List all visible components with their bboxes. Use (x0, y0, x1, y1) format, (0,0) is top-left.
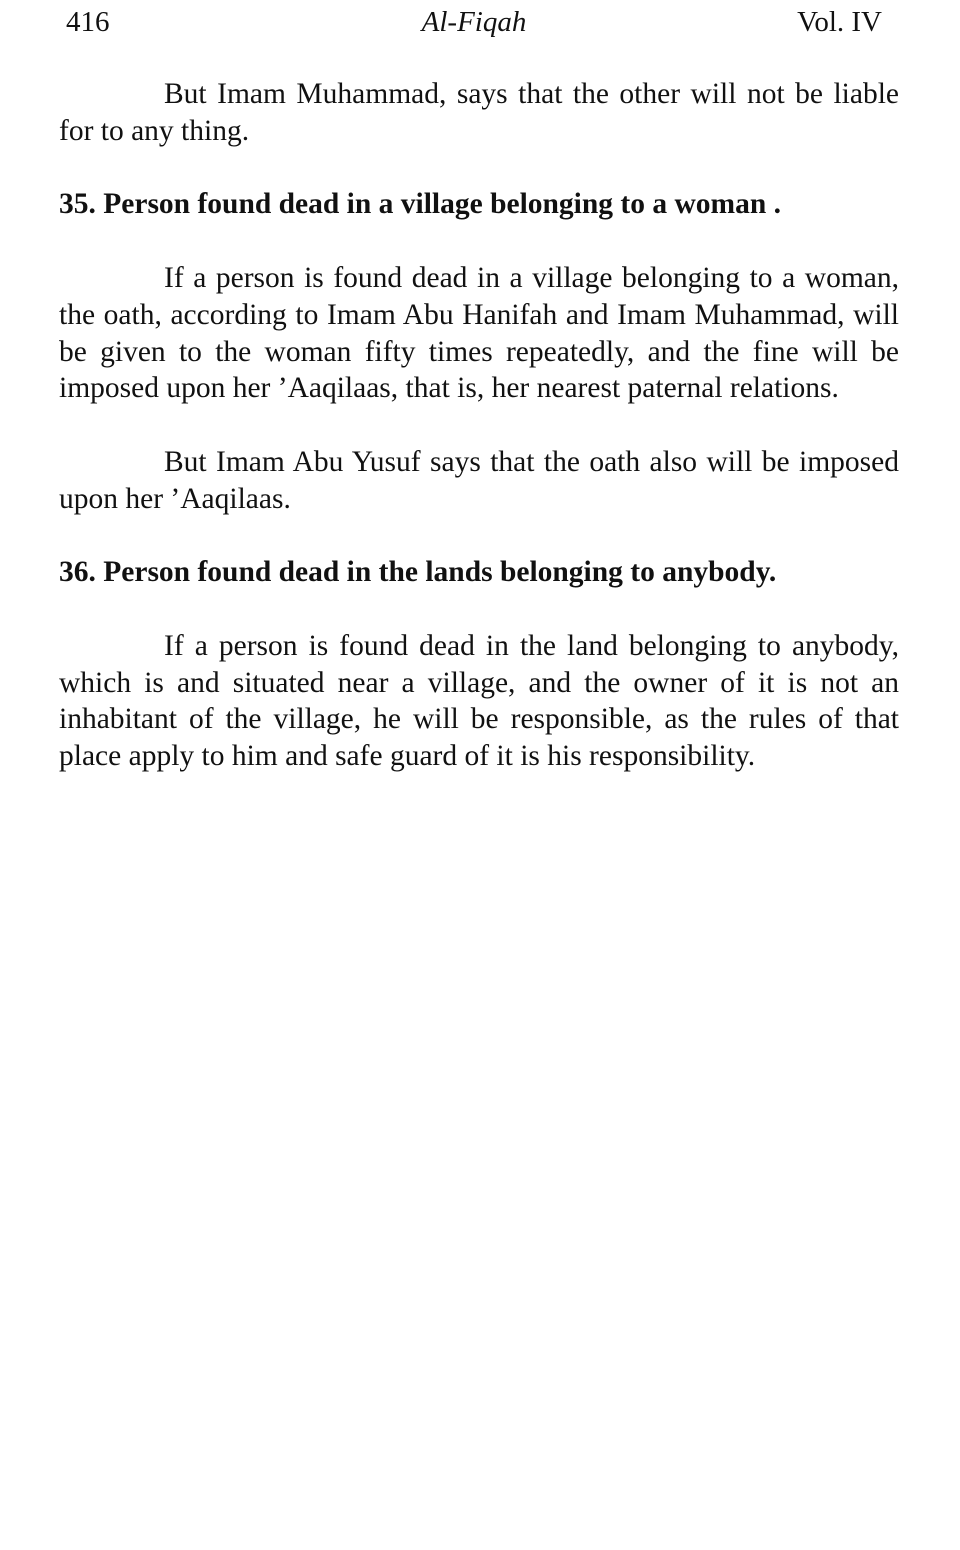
spacer (59, 149, 899, 186)
running-title: Al-Fiqah (421, 6, 527, 38)
spacer (59, 223, 899, 260)
page-body (59, 76, 899, 775)
volume-label: Vol. IV (797, 6, 882, 38)
spacer (59, 407, 899, 444)
paragraph-land-owner: If a person is found dead in the land belonging to anybody, which is and situated near a village, and the owner of it is not an inhabitant of the village, he will be responsible, as the rules of that place apply to him and safe guard of it is his responsibility. (59, 630, 899, 773)
spacer (59, 591, 899, 628)
spacer (59, 517, 899, 554)
paragraph-imam-muhammad: But Imam Muhammad, says that the other will not be liable for to any thing. (59, 78, 899, 147)
page-header (66, 2, 882, 42)
section-heading-35: 35. Person found dead in a village belonging to a woman . (59, 188, 782, 221)
section-heading-36: 36. Person found dead in the lands belonging to anybody. (59, 556, 777, 589)
paragraph-woman-village: If a person is found dead in a village belonging to a woman, the oath, according to Imam Abu Hanifah and Imam Muhammad, will be given to the woman fifty times repeatedly, and the fine will be imposed upon her ’Aaqilaas, that is, her nearest paternal relations. (59, 262, 899, 405)
paragraph-abu-yusuf: But Imam Abu Yusuf says that the oath also will be imposed upon her ’Aaqilaas. (59, 445, 899, 515)
page-number: 416 (66, 6, 110, 38)
